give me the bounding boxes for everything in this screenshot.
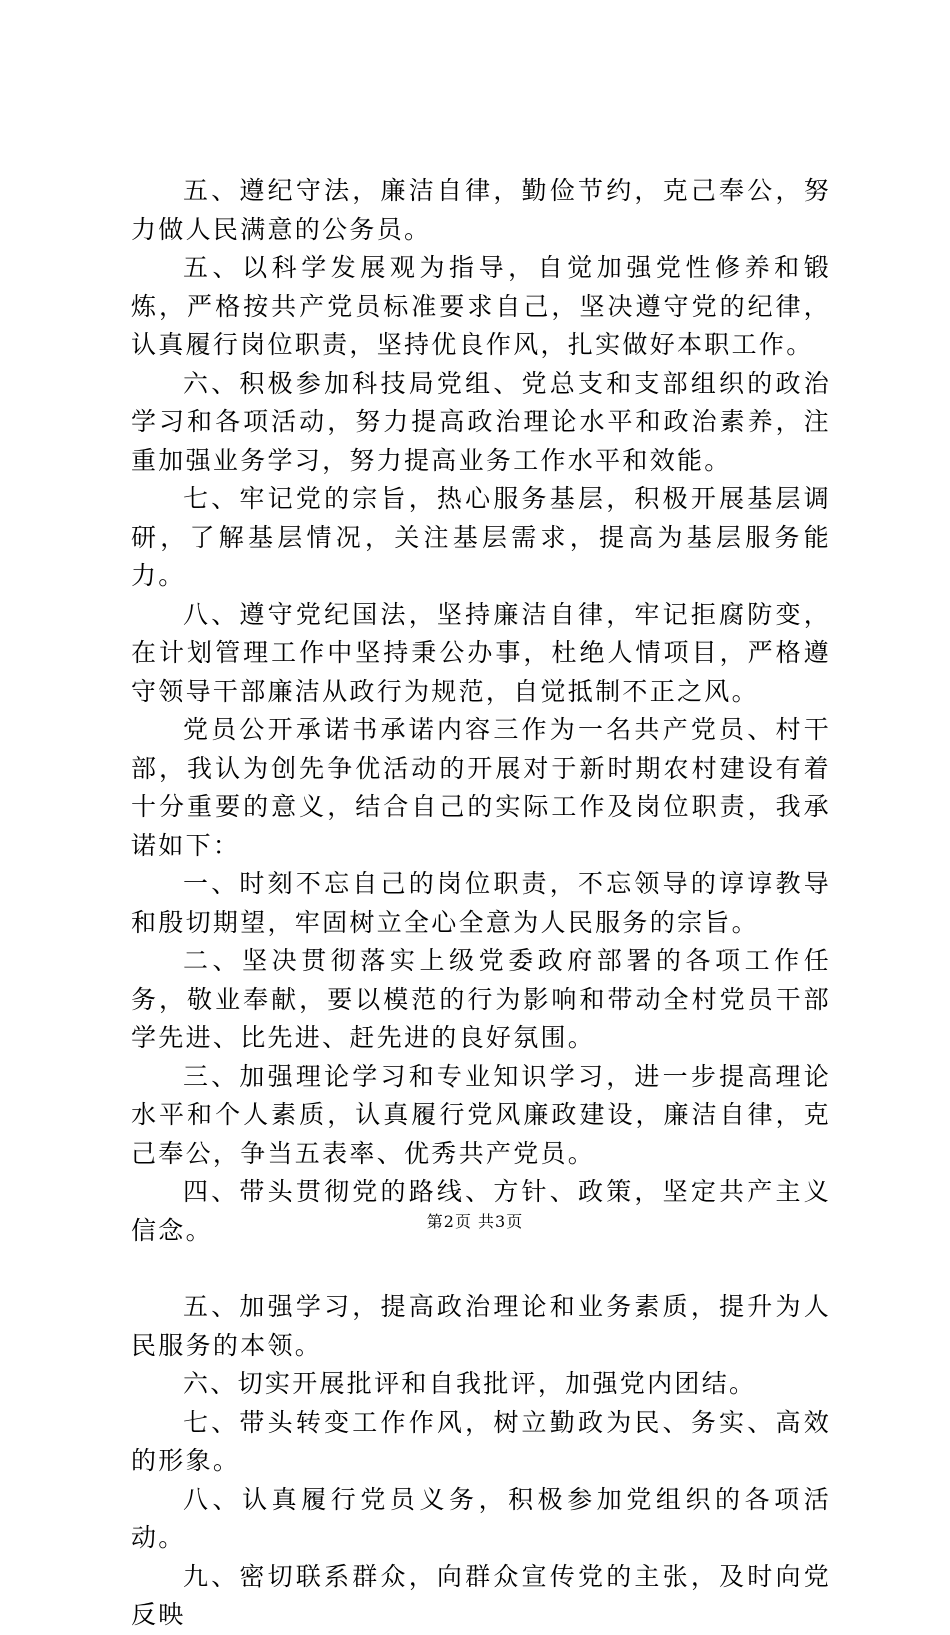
- paragraph-5: 八、遵守党纪国法，坚持廉洁自律，牢记拒腐防变，在计划管理工作中坚持秉公办事，杜绝人情项目，严格遵守领导干部廉洁从政行为规范，自觉抵制不正之风。: [131, 599, 831, 706]
- paragraph-3: 六、积极参加科技局党组、党总支和支部组织的政治学习和各项活动，努力提高政治理论水平和政治素养，注重加强业务学习，努力提高业务工作水平和效能。: [131, 368, 831, 475]
- document-body: [131, 172, 831, 1635]
- paragraph-7: 一、时刻不忘自己的岗位职责，不忘领导的谆谆教导和殷切期望，牢固树立全心全意为人民服务的宗旨。: [131, 869, 831, 937]
- paragraph-4: 七、牢记党的宗旨，热心服务基层，积极开展基层调研，了解基层情况，关注基层需求，提高为基层服务能力。: [131, 484, 831, 590]
- paragraph-12: 六、切实开展批评和自我批评，加强党内团结。: [183, 1369, 757, 1398]
- paragraph-10: 四、带头贯彻党的路线、方针、政策，坚定共产主义信念。: [131, 1177, 831, 1245]
- paragraph-6: 党员公开承诺书承诺内容三作为一名共产党员、村干部，我认为创先争优活动的开展对于新时期农村建设有着十分重要的意义，结合自己的实际工作及岗位职责，我承诺如下：: [131, 715, 831, 860]
- paragraph-15: 九、密切联系群众，向群众宣传党的主张，及时向党反映: [131, 1561, 831, 1629]
- paragraph-1: 五、遵纪守法，廉洁自律，勤俭节约，克己奉公，努力做人民满意的公务员。: [131, 176, 831, 244]
- paragraph-2: 五、以科学发展观为指导，自觉加强党性修养和锻炼，严格按共产党员标准要求自己，坚决遵守党的纪律，认真履行岗位职责，坚持优良作风，扎实做好本职工作。: [131, 253, 831, 359]
- paragraph-8: 二、坚决贯彻落实上级党委政府部署的各项工作任务，敬业奉献，要以模范的行为影响和带动全村党员干部学先进、比先进、赶先进的良好氛围。: [131, 946, 831, 1052]
- paragraph-9: 三、加强理论学习和专业知识学习，进一步提高理论水平和个人素质，认真履行党风廉政建设，廉洁自律，克己奉公，争当五表率、优秀共产党员。: [131, 1061, 831, 1168]
- paragraph-14: 八、认真履行党员义务，积极参加党组织的各项活动。: [131, 1484, 831, 1552]
- paragraph-11: 五、加强学习，提高政治理论和业务素质，提升为人民服务的本领。: [131, 1292, 831, 1360]
- paragraph-13: 七、带头转变工作作风，树立勤政为民、务实、高效的形象。: [131, 1407, 831, 1475]
- page-number-footer: 第2页 共3页: [426, 1212, 524, 1231]
